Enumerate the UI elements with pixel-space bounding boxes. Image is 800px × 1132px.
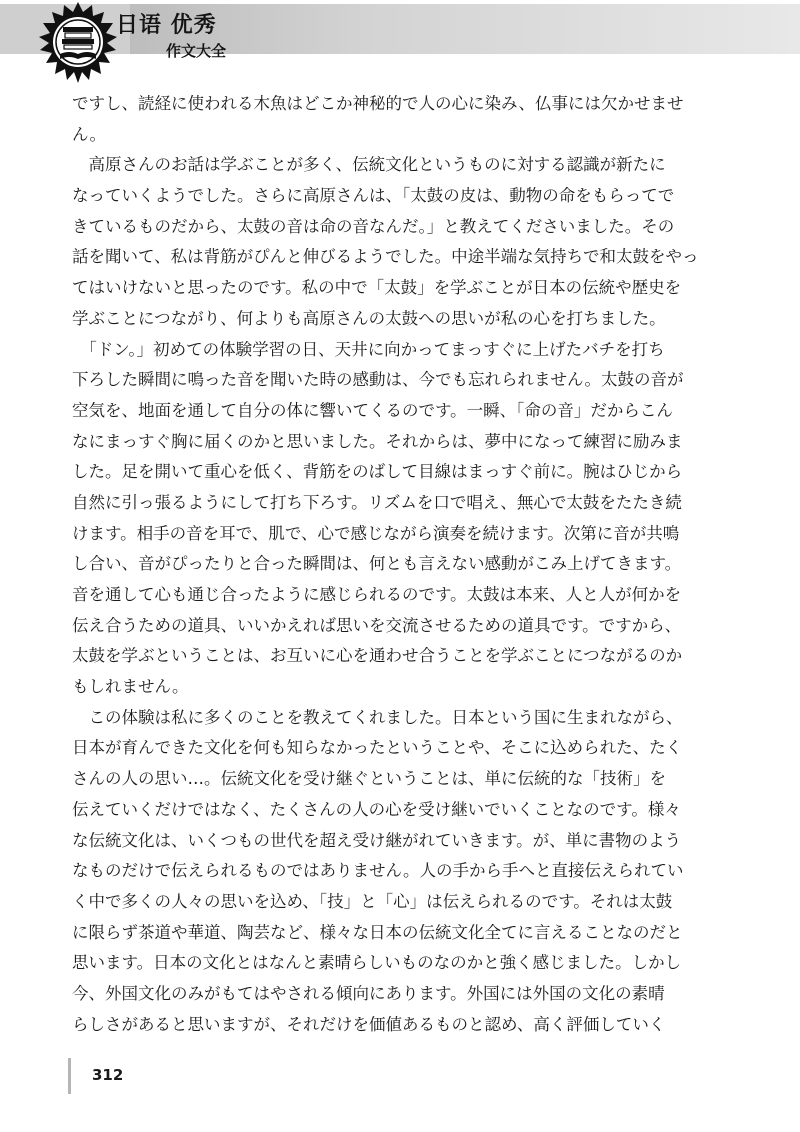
series-title: 日语 优秀: [116, 13, 217, 38]
essay-body: [72, 89, 732, 1040]
text-line: 自然に引っ張るようにして打ち下ろす。リズムを口で唱え、無心で太鼓をたたき続: [72, 492, 682, 512]
text-line: 伝えていくだけではなく、たくさんの人の心を受け継いでいくことなのです。様々: [72, 799, 681, 819]
paragraph: [72, 703, 732, 1041]
text-line: 「ドン。」初めての体験学習の日、天井に向かってまっすぐに上げたバチを打ち: [72, 339, 665, 359]
text-line: この体験は私に多くのことを教えてくれました。日本という国に生まれながら、: [72, 707, 683, 727]
text-line: 空気を、地面を通して自分の体に響いてくるのです。一瞬、「命の音」だからこん: [72, 400, 673, 420]
text-line: 伝え合うための道具、いいかえれば思いを交流させるための道具です。ですから、: [72, 615, 682, 635]
text-line: きているものだから、太鼓の音は命の音なんだ。」と教えてくださいました。その: [72, 216, 675, 236]
text-line: 学ぶことにつながり、何よりも高原さんの太鼓への思いが私の心を打ちました。: [72, 308, 666, 328]
text-line: もしれません。: [72, 677, 189, 697]
text-line: らしさがあると思いますが、それだけを価値あるものと認め、高く評価していく: [72, 1014, 666, 1034]
series-subtitle: 作文大全: [166, 42, 227, 60]
text-line: なっていくようでした。さらに高原さんは、「太鼓の皮は、動物の命をもらってで: [72, 186, 675, 206]
text-line: ですし、読経に使われる木魚はどこか神秘的で人の心に染み、仏事には欠かせませ: [72, 94, 684, 113]
text-line: 音を通して心も通じ合ったように感じられるのです。太鼓は本来、人と人が何かを: [72, 585, 682, 604]
text-line: 思います。日本の文化とはなんと素晴らしいものなのかと強く感じました。しかし: [72, 953, 682, 973]
text-line: てはいけないと思ったのです。私の中で「太鼓」を学ぶことが日本の伝統や歴史を: [72, 278, 682, 298]
text-line: 今、外国文化のみがもてはやされる傾向にあります。外国には外国の文化の素晴: [72, 983, 665, 1003]
page-number-rule: [68, 1058, 71, 1094]
header-band: [130, 4, 800, 54]
text-line: なにまっすぐ胸に届くのかと思いました。それからは、夢中になって練習に励みま: [72, 431, 683, 451]
text-line: し合い、音がぴったりと合った瞬間は、何とも言えない感動がこみ上げてきます。: [72, 554, 682, 574]
text-line: な伝統文化は、いくつもの世代を超え受け継がれていきます。が、単に書物のよう: [72, 830, 682, 850]
text-line: 高原さんのお話は学ぶことが多く、伝統文化というものに対する認識が新たに: [72, 155, 666, 175]
text-line: 太鼓を学ぶということは、お互いに心を通わせ合うことを学ぶことにつながるのか: [72, 646, 683, 666]
text-line: く中で多くの人々の思いを込め、「技」と「心」は伝えられるのです。それは太鼓: [72, 891, 673, 911]
paragraph: [72, 89, 732, 150]
text-line: さんの人の思い…。伝統文化を受け継ぐということは、単に伝統的な「技術」を: [72, 769, 666, 789]
book-logo-icon: [30, 2, 126, 98]
page-number: 312: [92, 1066, 124, 1084]
text-line: けます。相手の音を耳で、肌で、心で感じながら演奏を続けます。次第に音が共鳴: [72, 523, 680, 543]
paragraph: [72, 335, 732, 703]
text-line: 日本が育んできた文化を何も知らなかったということや、そこに込められた、たく: [72, 738, 683, 758]
paragraph: [72, 150, 732, 334]
text-line: した。足を開いて重心を低く、背筋をのばして目線はまっすぐ前に。腕はひじから: [72, 462, 683, 482]
text-line: に限らず茶道や華道、陶芸など、様々な日本の伝統文化全てに言えることなのだと: [72, 922, 683, 942]
text-line: 話を聞いて、私は背筋がぴんと伸びるようでした。中途半端な気持ちで和太鼓をやっ: [72, 247, 699, 267]
text-line: 下ろした瞬間に鳴った音を聞いた時の感動は、今でも忘れられません。太鼓の音が: [72, 370, 684, 390]
text-line: なものだけで伝えられるものではありません。人の手から手へと直接伝えられてい: [72, 861, 684, 881]
text-line: ん。: [72, 124, 106, 144]
